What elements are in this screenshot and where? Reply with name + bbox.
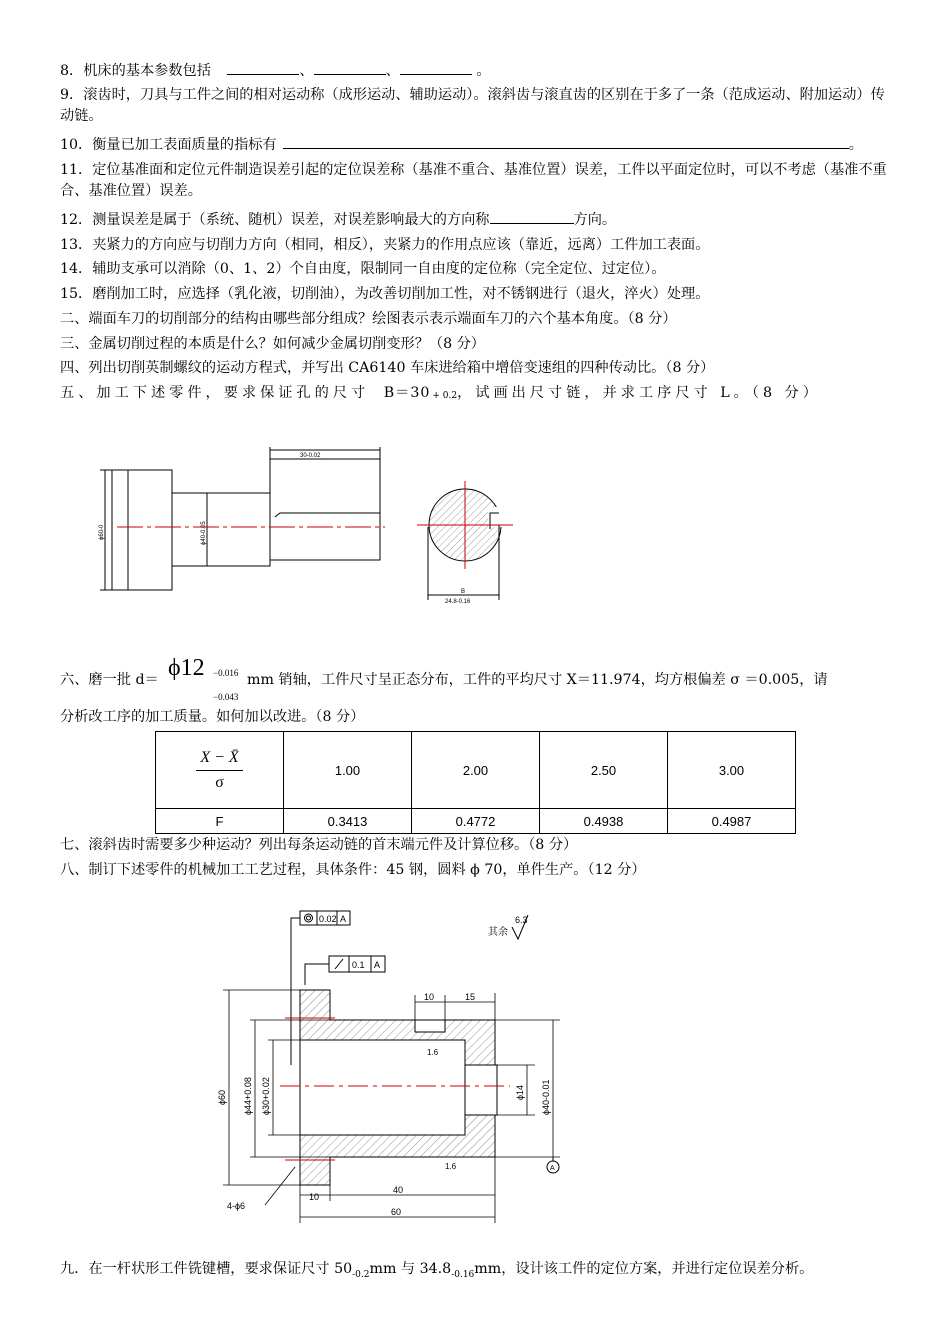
datum-label: A bbox=[550, 1165, 555, 1172]
rest-label: 其余 bbox=[488, 927, 508, 938]
s9-tol1: -0.2 bbox=[352, 1269, 370, 1280]
pin-upper-tol: −0.016 bbox=[213, 668, 239, 678]
table-cell: 0.3413 bbox=[284, 809, 412, 834]
question-10 bbox=[60, 135, 895, 156]
table-header-cell bbox=[156, 732, 284, 809]
q12-text: 12．测量误差是属于（系统、随机）误差，对误差影响最大的方向称 bbox=[60, 212, 490, 228]
dim-bottom-a: B bbox=[461, 589, 466, 595]
dim-mid-label: ϕ40-0.05 bbox=[201, 521, 207, 545]
q10-end: 。 bbox=[848, 137, 863, 153]
roughness-2: 1.6 bbox=[445, 1162, 457, 1171]
shaft-body bbox=[270, 459, 380, 560]
z-numerator: X − X̄ bbox=[196, 749, 242, 771]
question-15: 15．磨削加工时，应选择（乳化液，切削油），为改善切削加工性，对不锈钢进行（退火，淬火）处理。 bbox=[60, 286, 710, 302]
dim-left-label: ϕ60-0 bbox=[99, 524, 105, 540]
s5-tol: + 0.2 bbox=[432, 391, 458, 401]
table-row bbox=[156, 732, 796, 809]
s5-text3: L。（8 bbox=[720, 385, 776, 401]
section-4: 四、列出切削英制螺纹的运动方程式，并写出 CA6140 车床进给箱中增倍变速组的四种传动比。（8 分） bbox=[60, 360, 715, 376]
question-13: 13．夹紧力的方向应与切削力方向（相同，相反），夹紧力的作用点应该（靠近，远离）工件加工表面。 bbox=[60, 237, 710, 253]
pin-lower-tol: −0.043 bbox=[213, 692, 239, 702]
s9-text2: mm 与 34.8 bbox=[369, 1261, 452, 1277]
section-5 bbox=[60, 383, 895, 407]
dim-d30: ϕ30+0.02 bbox=[261, 1077, 271, 1115]
dim-l10: 10 bbox=[424, 992, 435, 1002]
dim-b40: 40 bbox=[393, 1185, 404, 1195]
answer-blank bbox=[283, 136, 849, 149]
s5-text4: 分） bbox=[784, 385, 821, 401]
s5-text: 五、加工下述零件，要求保证孔的尺寸 bbox=[60, 385, 370, 401]
tol2-ref: A bbox=[374, 960, 381, 970]
q12-end: 方向。 bbox=[573, 212, 617, 228]
answer-blank bbox=[400, 62, 472, 75]
dim-d14: ϕ14 bbox=[515, 1084, 525, 1100]
dim-b10: 10 bbox=[309, 1192, 320, 1202]
s5-dim: B＝30 bbox=[383, 385, 431, 401]
table-cell: F bbox=[156, 809, 284, 834]
q8-end: 。 bbox=[476, 63, 491, 79]
tol1-value: 0.02 bbox=[319, 914, 337, 924]
question-14: 14．辅助支承可以消除（0、1、2）个自由度，限制同一自由度的定位称（完全定位、过定位）。 bbox=[60, 261, 666, 277]
dim-d60: ϕ60 bbox=[217, 1089, 227, 1105]
pin-diameter: ϕ12 bbox=[168, 655, 205, 681]
answer-blank bbox=[490, 211, 574, 224]
dim-l15: 15 bbox=[465, 992, 476, 1002]
shaft-drawing bbox=[95, 445, 535, 615]
dim-bottom-b: 24.8-0.16 bbox=[445, 599, 471, 605]
section-8: 八、制订下述零件的机械加工工艺过程，具体条件：45 钢，圆料 ϕ 70，单件生产。（12 分） bbox=[60, 862, 646, 878]
section-6-cont: mm 销轴，工件尺寸呈正态分布，工件的平均尺寸 X＝11.974，均方根偏差 σ ＝0.005，请 bbox=[247, 672, 828, 688]
table-cell: 1.00 bbox=[284, 732, 412, 809]
table-cell: 2.50 bbox=[540, 732, 668, 809]
question-8 bbox=[60, 61, 895, 82]
section-9 bbox=[60, 1259, 895, 1286]
section-2: 二、端面车刀的切削部分的结构由哪些部分组成？绘图表示表示端面车刀的六个基本角度。（8 分） bbox=[60, 311, 677, 327]
s9-tol2: -0.16 bbox=[451, 1269, 475, 1280]
shaft-head bbox=[128, 470, 172, 590]
section-7: 七、滚斜齿时需要多少种运动？列出每条运动链的首末端元件及计算位移。（8 分） bbox=[60, 837, 578, 853]
question-12 bbox=[60, 210, 895, 231]
table-cell: 0.4987 bbox=[668, 809, 796, 834]
dim-d40: ϕ40-0.01 bbox=[541, 1079, 551, 1115]
dim-b60: 60 bbox=[391, 1207, 402, 1217]
z-denominator: σ bbox=[215, 773, 224, 791]
normal-table bbox=[155, 731, 796, 834]
q8-sep: 、 bbox=[385, 63, 400, 79]
shaft-neck bbox=[172, 493, 270, 566]
dim-d44: ϕ44+0.08 bbox=[243, 1077, 253, 1115]
answer-blank bbox=[314, 62, 386, 75]
q8-text: 8．机床的基本参数包括 bbox=[60, 63, 211, 79]
table-cell: 3.00 bbox=[668, 732, 796, 809]
section-3: 三、金属切削过程的本质是什么？如何减少金属切削变形？（8 分） bbox=[60, 336, 485, 352]
question-9: 9．滚齿时，刀具与工件之间的相对运动称（成形运动、辅助运动）。滚斜齿与滚直齿的区别在于多了一条（范成运动、附加运动）传动链。 bbox=[60, 87, 885, 124]
holes-label: 4-ϕ6 bbox=[227, 1201, 246, 1211]
s6-text: 六、磨一批 d＝ bbox=[60, 672, 159, 688]
table-cell: 2.00 bbox=[412, 732, 540, 809]
table-row bbox=[156, 809, 796, 834]
dim-top-label: 30-0.02 bbox=[300, 453, 321, 459]
tol2-value: 0.1 bbox=[352, 960, 365, 970]
s5-text2: ，试画出尺寸链，并求工序尺寸 bbox=[457, 385, 712, 401]
q10-text: 10．衡量已加工表面质量的指标有 bbox=[60, 137, 277, 153]
q8-sep: 、 bbox=[299, 63, 314, 79]
table-cell: 0.4938 bbox=[540, 809, 668, 834]
tol1-ref: A bbox=[340, 914, 347, 924]
s9-text: 九．在一杆状形工件铣键槽，要求保证尺寸 50 bbox=[60, 1261, 353, 1277]
s9-text3: mm，设计该工件的定位方案，并进行定位误差分析。 bbox=[474, 1261, 814, 1277]
shaft-flange bbox=[112, 470, 128, 590]
roughness-1: 1.6 bbox=[427, 1048, 439, 1057]
rest-roughness: 6.3 bbox=[515, 915, 528, 925]
question-11: 11．定位基准面和定位元件制造误差引起的定位误差称（基准不重合、基准位置）误差，工件以平面定位时，可以不考虑（基准不重合、基准位置）误差。 bbox=[60, 162, 887, 199]
table-cell: 0.4772 bbox=[412, 809, 540, 834]
section-6-line2: 分析改工序的加工质量。如何加以改进。（8 分） bbox=[60, 709, 365, 725]
sleeve-drawing bbox=[205, 905, 575, 1230]
answer-blank bbox=[227, 62, 299, 75]
z-fraction bbox=[196, 749, 242, 792]
